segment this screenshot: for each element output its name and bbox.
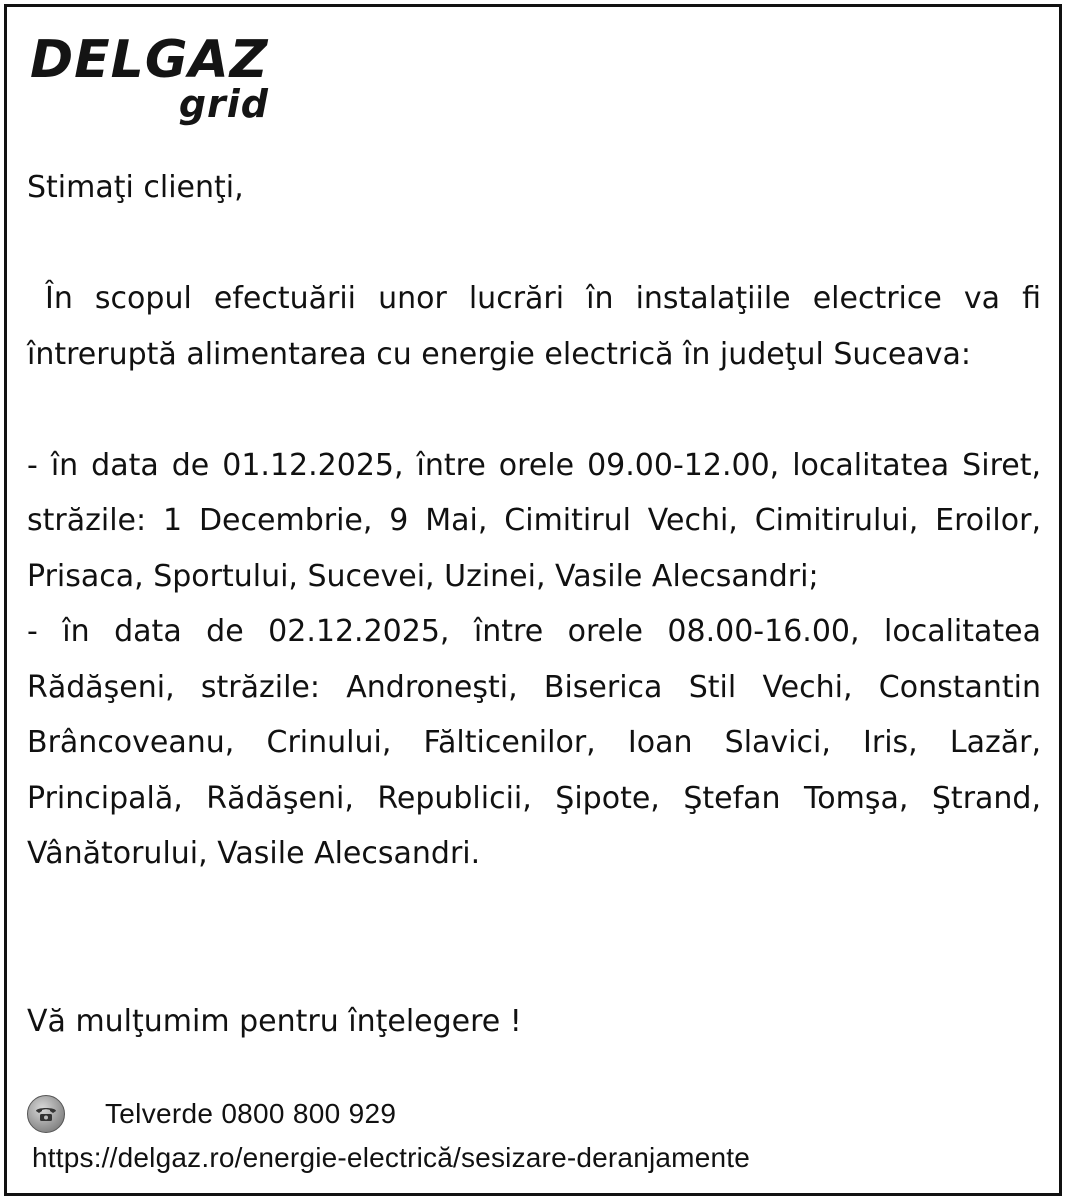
- outage-item-radaseni: - în data de 02.12.2025, între orele 08.00-16.00, localitatea Rădăşeni, străzile: Androneşti, Biserica Stil Vechi, Constantin Brâncoveanu, Crinului, Fălticenilor, Ioan Slavici, Iris, Lazăr, Principală, Rădăşeni, Republicii, Şipote, Ştefan Tomşa, Ştrand, Vânătorului, Vasile Alecsandri.: [27, 614, 1041, 871]
- phone-contact: [27, 1094, 396, 1134]
- logo-sub: grid: [178, 82, 269, 126]
- thanks-line: Vă mulţumim pentru înţelegere !: [27, 1004, 522, 1039]
- telephone-icon: [27, 1095, 65, 1133]
- phone-number: Telverde 0800 800 929: [105, 1098, 397, 1129]
- delgaz-grid-logo: [30, 30, 275, 130]
- notice-body: [27, 160, 1041, 882]
- greeting: Stimaţi clienţi,: [27, 170, 244, 205]
- logo-brand: DELGAZ: [30, 30, 269, 90]
- report-url[interactable]: https://delgaz.ro/energie-electrică/sesizare-deranjamente: [32, 1142, 750, 1173]
- outage-item-siret: - în data de 01.12.2025, între orele 09.00-12.00, localitatea Siret, străzile: 1 Decembrie, 9 Mai, Cimitirul Vechi, Cimitirului, Eroilor, Prisaca, Sportului, Sucevei, Uzinei, Vasile Alecsandri;: [27, 447, 1041, 594]
- intro-paragraph: În scopul efectuării unor lucrări în instalaţiile electrice va fi întreruptă alimentarea cu energie electrică în judeţul Suceava:: [27, 281, 1041, 372]
